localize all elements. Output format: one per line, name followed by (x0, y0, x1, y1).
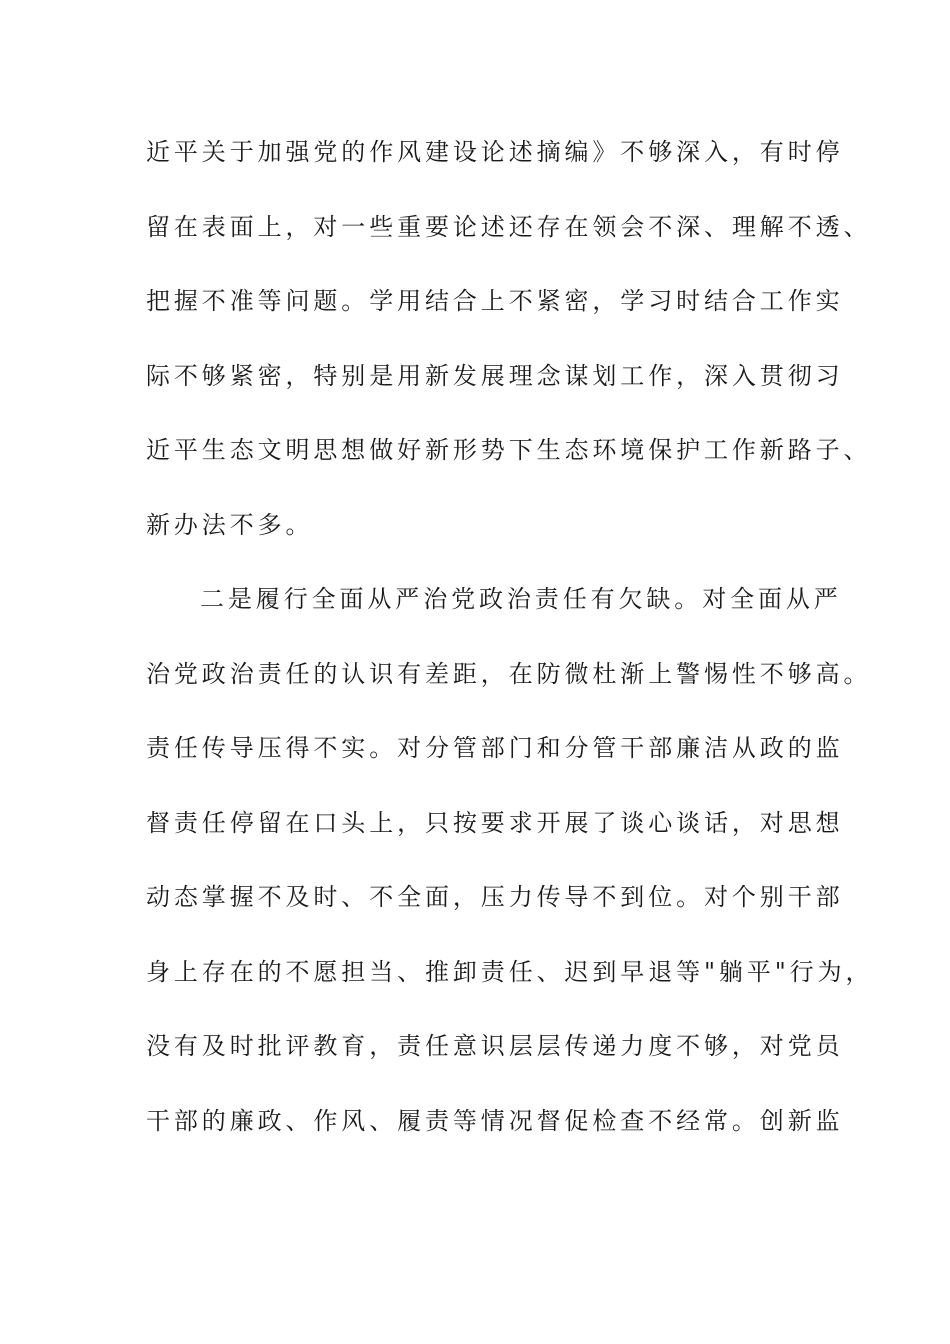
text-line: 际不够紧密，特别是用新发展理念谋划工作，深入贯彻习 (146, 361, 844, 390)
text-line: 近平生态文明思想做好新形势下生态环境保护工作新路子、 (146, 436, 872, 464)
text-line: 近平关于加强党的作风建设论述摘编》不够深入，有时停 (146, 138, 844, 166)
text-line: 动态掌握不及时、不全面，压力传导不到位。对个别干部 (146, 883, 844, 911)
text-line: 干部的廉政、作风、履责等情况督促检查不经常。创新监 (146, 1106, 844, 1135)
text-line: 把握不准等问题。学用结合上不紧密，学习时结合工作实 (146, 287, 844, 315)
paragraph-start-line: 二是履行全面从严治党政治责任有欠缺。对全面从严 (200, 585, 842, 613)
text-line: 身上存在的不愿担当、推卸责任、迟到早退等"躺平"行为， (146, 957, 874, 986)
text-line: 治党政治责任的认识有差距，在防微杜渐上警惕性不够高。 (146, 659, 872, 688)
text-line: 责任传导压得不实。对分管部门和分管干部廉洁从政的监 (146, 734, 844, 762)
text-line: 留在表面上，对一些重要论述还存在领会不深、理解不透、 (146, 212, 872, 241)
text-line: 新办法不多。 (146, 510, 314, 539)
text-line: 督责任停留在口头上，只按要求开展了谈心谈话，对思想 (146, 808, 844, 837)
text-line: 没有及时批评教育，责任意识层层传递力度不够，对党员 (146, 1032, 844, 1060)
body-text (146, 129, 874, 1172)
